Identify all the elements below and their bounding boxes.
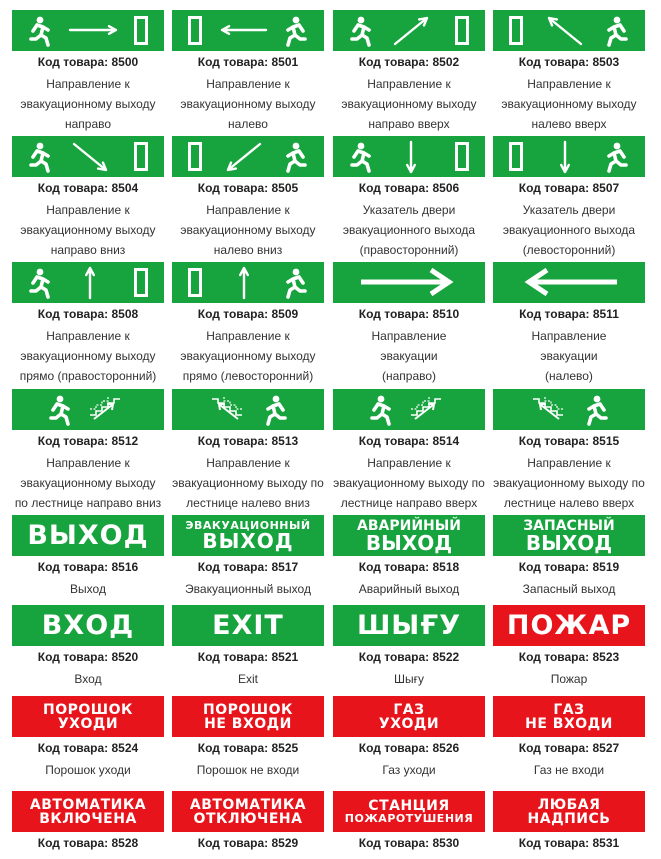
door-arrow-down-left-runner-icon <box>172 136 324 177</box>
sign-image[interactable] <box>493 696 645 737</box>
description-line: эвакуационному выходу <box>20 223 156 237</box>
sign-text-line: УХОДИ <box>57 715 119 732</box>
description-line: эвакуационному выходу по <box>333 476 485 490</box>
sign-image[interactable] <box>172 696 324 737</box>
product-code: Код товара: 8501 <box>197 55 299 69</box>
description-line: прямо (правосторонний) <box>19 369 157 383</box>
description-line: Газ уходи <box>382 763 436 777</box>
sign-text <box>27 522 148 549</box>
description-line: (направо) <box>381 369 437 383</box>
description-line: направо вниз <box>50 243 126 257</box>
sign-text-line: НАДПИСЬ <box>527 810 611 827</box>
product-card[interactable] <box>172 389 324 513</box>
sign-image[interactable] <box>333 696 485 737</box>
product-card[interactable] <box>493 10 645 134</box>
runner-right-arrow-door-icon <box>12 10 164 51</box>
description-line: (налево) <box>545 369 593 383</box>
description-line: лестнице направо вверх <box>340 496 478 510</box>
sign-text-line: СТАНЦИЯ <box>368 798 450 814</box>
sign-text <box>212 612 284 639</box>
description-line: эвакуационному выходу <box>20 476 156 490</box>
sign-text-line: ПОРОШОК <box>203 701 293 718</box>
product-card[interactable] <box>172 515 324 599</box>
product-code: Код товара: 8514 <box>358 434 460 448</box>
description-line: Направление к <box>46 329 130 343</box>
door-arrow-up-left-runner-icon <box>493 10 645 51</box>
product-code: Код товара: 8509 <box>197 307 299 321</box>
product-card[interactable] <box>333 791 485 850</box>
product-code: Код товара: 8512 <box>37 434 139 448</box>
description-line: направо вверх <box>368 117 450 131</box>
sign-text-line: ОТКЛЮЧЕНА <box>193 810 303 827</box>
description-line: Направление к <box>206 456 290 470</box>
sign-image[interactable] <box>493 262 645 303</box>
description-line: эвакуационному выходу <box>20 97 156 111</box>
product-description <box>493 579 645 599</box>
product-card[interactable] <box>333 10 485 134</box>
product-card[interactable] <box>172 262 324 386</box>
runner-stairs-up-right-icon <box>333 389 485 430</box>
sign-text-line: ВЫХОД <box>365 530 453 555</box>
description-line: направо <box>64 117 112 131</box>
product-card[interactable] <box>12 262 164 386</box>
product-description <box>172 200 324 260</box>
sign-image[interactable] <box>172 791 324 832</box>
product-description <box>12 74 164 134</box>
product-card[interactable] <box>12 696 164 780</box>
sign-text-line: НЕ ВХОДИ <box>204 715 292 732</box>
sign-image[interactable] <box>12 791 164 832</box>
sign-text-line: УХОДИ <box>378 715 440 732</box>
runner-arrow-down-door-icon <box>333 136 485 177</box>
sign-image[interactable] <box>172 10 324 51</box>
product-card[interactable] <box>493 696 645 780</box>
description-line: Эвакуационный выход <box>185 582 311 596</box>
description-line: Направление к <box>206 77 290 91</box>
description-line: эвакуационному выходу <box>341 97 477 111</box>
description-line: Шығу <box>394 672 424 686</box>
description-line: эвакуационного выхода <box>342 223 476 237</box>
sign-text <box>190 798 306 826</box>
sign-text-line: ШЫҒУ <box>356 610 462 641</box>
description-line: Выход <box>70 582 106 596</box>
description-line: Направление к <box>46 203 130 217</box>
product-description <box>493 453 645 513</box>
sign-text-line: ПОЖАРОТУШЕНИЯ <box>344 812 474 825</box>
product-description <box>493 200 645 260</box>
description-line: Exit <box>237 672 258 686</box>
product-card[interactable] <box>493 262 645 386</box>
product-description <box>493 326 645 386</box>
door-arrow-up-runner-icon <box>172 262 324 303</box>
sign-image[interactable] <box>333 791 485 832</box>
product-card[interactable] <box>172 696 324 780</box>
product-code: Код товара: 8531 <box>518 836 620 850</box>
product-card[interactable] <box>12 10 164 134</box>
runner-arrow-down-right-door-icon <box>12 136 164 177</box>
arrow-left-icon <box>493 262 645 303</box>
sign-text <box>379 703 439 731</box>
description-line: эвакуационному выходу по <box>493 476 645 490</box>
sign-image[interactable] <box>333 515 485 556</box>
description-line: Направление к <box>527 456 611 470</box>
product-description <box>12 760 164 780</box>
description-line: Направление к <box>367 456 451 470</box>
sign-text-line: ПОЖАР <box>506 610 632 641</box>
sign-image[interactable] <box>333 262 485 303</box>
sign-image[interactable] <box>12 262 164 303</box>
product-card[interactable] <box>12 136 164 260</box>
stairs-up-left-runner-icon <box>493 389 645 430</box>
product-card[interactable] <box>333 696 485 780</box>
sign-image[interactable] <box>333 10 485 51</box>
product-code: Код товара: 8502 <box>358 55 460 69</box>
sign-image[interactable] <box>12 696 164 737</box>
sign-text <box>357 519 461 553</box>
sign-image[interactable] <box>493 605 645 646</box>
product-description <box>172 669 324 689</box>
description-line: Направление к <box>527 77 611 91</box>
product-description <box>172 453 324 513</box>
product-description <box>12 669 164 689</box>
product-description <box>12 326 164 386</box>
description-line: Пожар <box>550 672 588 686</box>
sign-image[interactable] <box>12 136 164 177</box>
product-code: Код товара: 8527 <box>518 741 620 755</box>
sign-text-line: ПОРОШОК <box>43 701 133 718</box>
sign-text-line: ВКЛЮЧЕНА <box>39 810 137 827</box>
sign-image[interactable] <box>12 10 164 51</box>
product-card[interactable] <box>493 791 645 850</box>
sign-image[interactable] <box>493 136 645 177</box>
door-arrow-down-runner-icon <box>493 136 645 177</box>
product-description <box>333 200 485 260</box>
sign-text-line: ГАЗ <box>553 701 585 718</box>
description-line: (левосторонний) <box>522 243 616 257</box>
product-card[interactable] <box>333 515 485 599</box>
sign-image[interactable] <box>172 605 324 646</box>
product-code: Код товара: 8529 <box>197 836 299 850</box>
sign-text-line: АВТОМАТИКА <box>29 796 147 813</box>
description-line: прямо (левосторонний) <box>182 369 314 383</box>
product-code: Код товара: 8515 <box>518 434 620 448</box>
product-description <box>333 760 485 780</box>
description-line: по лестнице направо вниз <box>14 496 162 510</box>
sign-text-line: ЛЮБАЯ <box>537 796 601 813</box>
description-line: (правосторонний) <box>359 243 459 257</box>
product-description <box>172 74 324 134</box>
sign-text-line: ЗАПАСНЫЙ <box>523 517 615 534</box>
product-code: Код товара: 8520 <box>37 650 139 664</box>
product-code: Код товара: 8523 <box>518 650 620 664</box>
product-description <box>172 760 324 780</box>
sign-text-line: ВХОД <box>41 610 135 641</box>
stairs-down-left-runner-icon <box>172 389 324 430</box>
description-line: Запасный выход <box>522 582 616 596</box>
sign-text-line: АВТОМАТИКА <box>189 796 307 813</box>
sign-text <box>528 798 611 826</box>
description-line: Вход <box>74 672 102 686</box>
description-line: эвакуации <box>540 349 598 363</box>
product-description <box>493 760 645 780</box>
product-card[interactable] <box>12 389 164 513</box>
description-line: эвакуационному выходу <box>20 349 156 363</box>
product-code: Код товара: 8522 <box>358 650 460 664</box>
sign-text <box>523 519 615 553</box>
arrow-right-icon <box>333 262 485 303</box>
sign-text-line: ВЫХОД <box>525 530 613 555</box>
sign-image[interactable] <box>172 136 324 177</box>
product-card[interactable] <box>333 262 485 386</box>
description-line: налево вниз <box>213 243 283 257</box>
product-code: Код товара: 8504 <box>37 181 139 195</box>
sign-image[interactable] <box>333 605 485 646</box>
description-line: эвакуации <box>380 349 438 363</box>
product-description <box>333 579 485 599</box>
sign-text <box>42 612 134 639</box>
product-card[interactable] <box>493 136 645 260</box>
description-line: Направление <box>531 329 607 343</box>
sign-text-line: ВЫХОД <box>202 529 294 553</box>
sign-text-line: EXIT <box>212 610 284 641</box>
description-line: эвакуационному выходу по <box>172 476 324 490</box>
sign-image[interactable] <box>172 389 324 430</box>
product-description <box>12 579 164 599</box>
product-description <box>493 74 645 134</box>
product-card[interactable] <box>333 605 485 689</box>
description-line: Направление <box>371 329 447 343</box>
product-description <box>333 326 485 386</box>
product-description <box>493 669 645 689</box>
description-line: Направление к <box>46 456 130 470</box>
description-line: Направление к <box>367 77 451 91</box>
description-line: Указатель двери <box>362 203 456 217</box>
product-code: Код товара: 8507 <box>518 181 620 195</box>
product-card[interactable] <box>12 791 164 850</box>
sign-image[interactable] <box>493 791 645 832</box>
description-line: лестнице налево вверх <box>503 496 635 510</box>
product-code: Код товара: 8526 <box>358 741 460 755</box>
sign-text-line: ВЫХОД <box>27 520 149 551</box>
product-code: Код товара: 8521 <box>197 650 299 664</box>
description-line: Направление к <box>206 329 290 343</box>
description-line: Аварийный выход <box>358 582 460 596</box>
sign-text <box>357 612 461 639</box>
product-code: Код товара: 8511 <box>519 307 619 321</box>
product-card[interactable] <box>172 791 324 850</box>
product-description <box>12 200 164 260</box>
sign-text <box>30 798 146 826</box>
description-line: Направление к <box>206 203 290 217</box>
sign-image[interactable] <box>493 515 645 556</box>
product-description <box>12 453 164 513</box>
sign-image[interactable] <box>12 605 164 646</box>
product-code: Код товара: 8513 <box>197 434 299 448</box>
sign-text <box>345 799 473 824</box>
sign-image[interactable] <box>493 10 645 51</box>
description-line: лестнице налево вниз <box>186 496 310 510</box>
sign-text <box>203 703 293 731</box>
description-line: Направление к <box>46 77 130 91</box>
sign-text <box>507 612 631 639</box>
product-card[interactable] <box>333 136 485 260</box>
sign-image[interactable] <box>172 262 324 303</box>
sign-text-line: ЭВАКУАЦИОННЫЙ <box>185 519 311 532</box>
description-line: Порошок не входи <box>196 763 300 777</box>
sign-text-line: НЕ ВХОДИ <box>525 715 613 732</box>
sign-text <box>43 703 133 731</box>
description-line: эвакуационному выходу <box>180 97 316 111</box>
sign-image[interactable] <box>333 136 485 177</box>
product-code: Код товара: 8510 <box>358 307 460 321</box>
description-line: налево <box>228 117 268 131</box>
product-code: Код товара: 8524 <box>37 741 139 755</box>
product-card[interactable] <box>172 136 324 260</box>
product-description <box>172 326 324 386</box>
product-description <box>172 579 324 599</box>
sign-text <box>525 703 613 731</box>
product-code: Код товара: 8505 <box>197 181 299 195</box>
product-card[interactable] <box>172 605 324 689</box>
product-code: Код товара: 8517 <box>197 560 299 574</box>
sign-image[interactable] <box>12 389 164 430</box>
product-code: Код товара: 8518 <box>358 560 460 574</box>
sign-text-line: ГАЗ <box>393 701 425 718</box>
description-line: Порошок уходи <box>45 763 131 777</box>
product-description <box>333 669 485 689</box>
product-code: Код товара: 8506 <box>358 181 460 195</box>
sign-image[interactable] <box>333 389 485 430</box>
product-code: Код товара: 8500 <box>37 55 139 69</box>
description-line: эвакуационному выходу <box>180 349 316 363</box>
description-line: эвакуационного выхода <box>502 223 636 237</box>
runner-arrow-up-right-door-icon <box>333 10 485 51</box>
product-code: Код товара: 8516 <box>37 560 139 574</box>
product-card[interactable] <box>12 515 164 599</box>
product-card[interactable] <box>493 389 645 513</box>
product-code: Код товара: 8503 <box>518 55 620 69</box>
product-card[interactable] <box>12 605 164 689</box>
product-card[interactable] <box>333 389 485 513</box>
description-line: Газ не входи <box>533 763 605 777</box>
product-description <box>333 74 485 134</box>
product-code: Код товара: 8508 <box>37 307 139 321</box>
sign-text <box>185 520 310 551</box>
runner-stairs-down-right-icon <box>12 389 164 430</box>
description-line: эвакуационному выходу <box>180 223 316 237</box>
product-card[interactable] <box>493 515 645 599</box>
description-line: эвакуационному выходу <box>501 97 637 111</box>
product-code: Код товара: 8525 <box>197 741 299 755</box>
sign-image[interactable] <box>493 389 645 430</box>
product-code: Код товара: 8519 <box>518 560 620 574</box>
product-card[interactable] <box>172 10 324 134</box>
sign-image[interactable] <box>12 515 164 556</box>
runner-arrow-up-door-icon <box>12 262 164 303</box>
product-card[interactable] <box>493 605 645 689</box>
door-arrow-left-runner-icon <box>172 10 324 51</box>
description-line: Указатель двери <box>522 203 616 217</box>
description-line: налево вверх <box>531 117 607 131</box>
sign-image[interactable] <box>172 515 324 556</box>
sign-text-line: АВАРИЙНЫЙ <box>357 517 461 534</box>
product-code: Код товара: 8530 <box>358 836 460 850</box>
product-description <box>333 453 485 513</box>
product-code: Код товара: 8528 <box>37 836 139 850</box>
